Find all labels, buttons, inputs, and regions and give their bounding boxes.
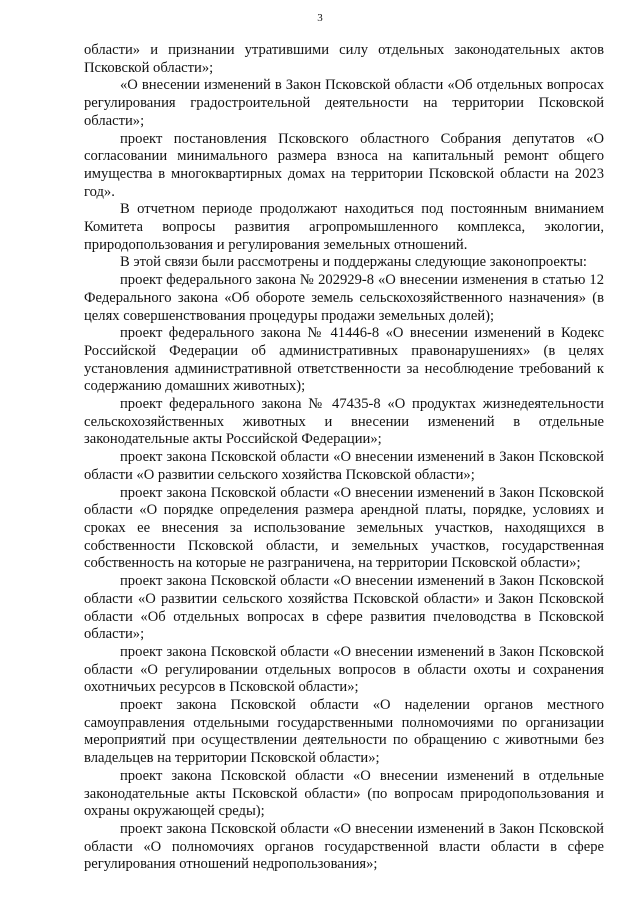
paragraph-regional-bill-environment: проект закона Псковской области «О внесении изменений в отдельные законодательные акты Псковской области» (по вопросам природопользования и охраны окружающей среды); bbox=[84, 767, 604, 820]
paragraph-regional-bill-stray-animals: проект закона Псковской области «О наделении органов местного самоуправления отдельными государственными полномочиями по организации мероприятий при осуществлении деятельности по обращению с животными без владельцев на территории Псковской области»; bbox=[84, 697, 604, 767]
paragraph-regional-bill-agriculture: проект закона Псковской области «О внесении изменений в Закон Псковской области «О развитии сельского хозяйства Псковской области»; bbox=[84, 449, 604, 483]
paragraph-gradostroitelstvo-law: «О внесении изменений в Закон Псковской области «Об отдельных вопросах регулирования градостроительной деятельности на территории Псковской области»; bbox=[84, 77, 604, 129]
paragraph-capital-repair-resolution: проект постановления Псковского областного Собрания депутатов «О согласовании минимального размера взноса на капитальный ремонт общего имущества в многоквартирных домах на территории Псковской области на 2023 год». bbox=[84, 130, 604, 200]
paragraph-regional-bill-subsoil: проект закона Псковской области «О внесении изменений в Закон Псковской области «О полномочиях органов государственной власти области в сфере регулирования отношений недропользования»; bbox=[84, 820, 604, 873]
document-body bbox=[84, 42, 604, 874]
paragraph-federal-bill-41446: проект федерального закона № 41446-8 «О внесении изменений в Кодекс Российской Федерации об административных правонарушениях» (в целях установления административной ответственности за несоблюдение требований к содержанию домашних животных); bbox=[84, 325, 604, 395]
paragraph-regional-bill-hunting: проект закона Псковской области «О внесении изменений в Закон Псковской области «О регулировании отдельных вопросов в области охоты и сохранения охотничьих ресурсов в Псковской области»; bbox=[84, 643, 604, 696]
paragraph-federal-bill-202929: проект федерального закона № 202929-8 «О внесении изменения в статью 12 Федерального закона «Об обороте земель сельскохозяйственного назначения» (в целях совершенствования процедуры продажи земельных долей); bbox=[84, 272, 604, 324]
page-number: 3 bbox=[317, 12, 323, 24]
paragraph-federal-bill-47435: проект федерального закона № 47435-8 «О продуктах жизнедеятельности сельскохозяйственных животных и внесении изменений в отдельные законодательные акты Российской Федерации»; bbox=[84, 396, 604, 448]
paragraph-bills-intro: В этой связи были рассмотрены и поддержаны следующие законопроекты: bbox=[120, 254, 587, 271]
paragraph-regional-bill-land-rent: проект закона Псковской области «О внесении изменений в Закон Псковской области «О порядке определения размера арендной платы, порядке, условиях и сроках ее внесения за использование земельных участков, находящихся в собственности Псковской области, и земельных участков, государственная собственность на которые не разграничена, на территории Псковской области»; bbox=[84, 484, 604, 572]
paragraph-continuation: области» и признании утратившими силу отдельных законодательных актов Псковской области»; bbox=[84, 42, 604, 76]
paragraph-reporting-period: В отчетном периоде продолжают находиться под постоянным вниманием Комитета вопросы развития агропромышленного комплекса, экологии, природопользования и регулирования земельных отношений. bbox=[84, 201, 604, 253]
paragraph-regional-bill-beekeeping: проект закона Псковской области «О внесении изменений в Закон Псковской области «О развитии сельского хозяйства Псковской области» и Закон Псковской области «Об отдельных вопросах в сфере развития пчеловодства в Псковской области»; bbox=[84, 573, 604, 643]
